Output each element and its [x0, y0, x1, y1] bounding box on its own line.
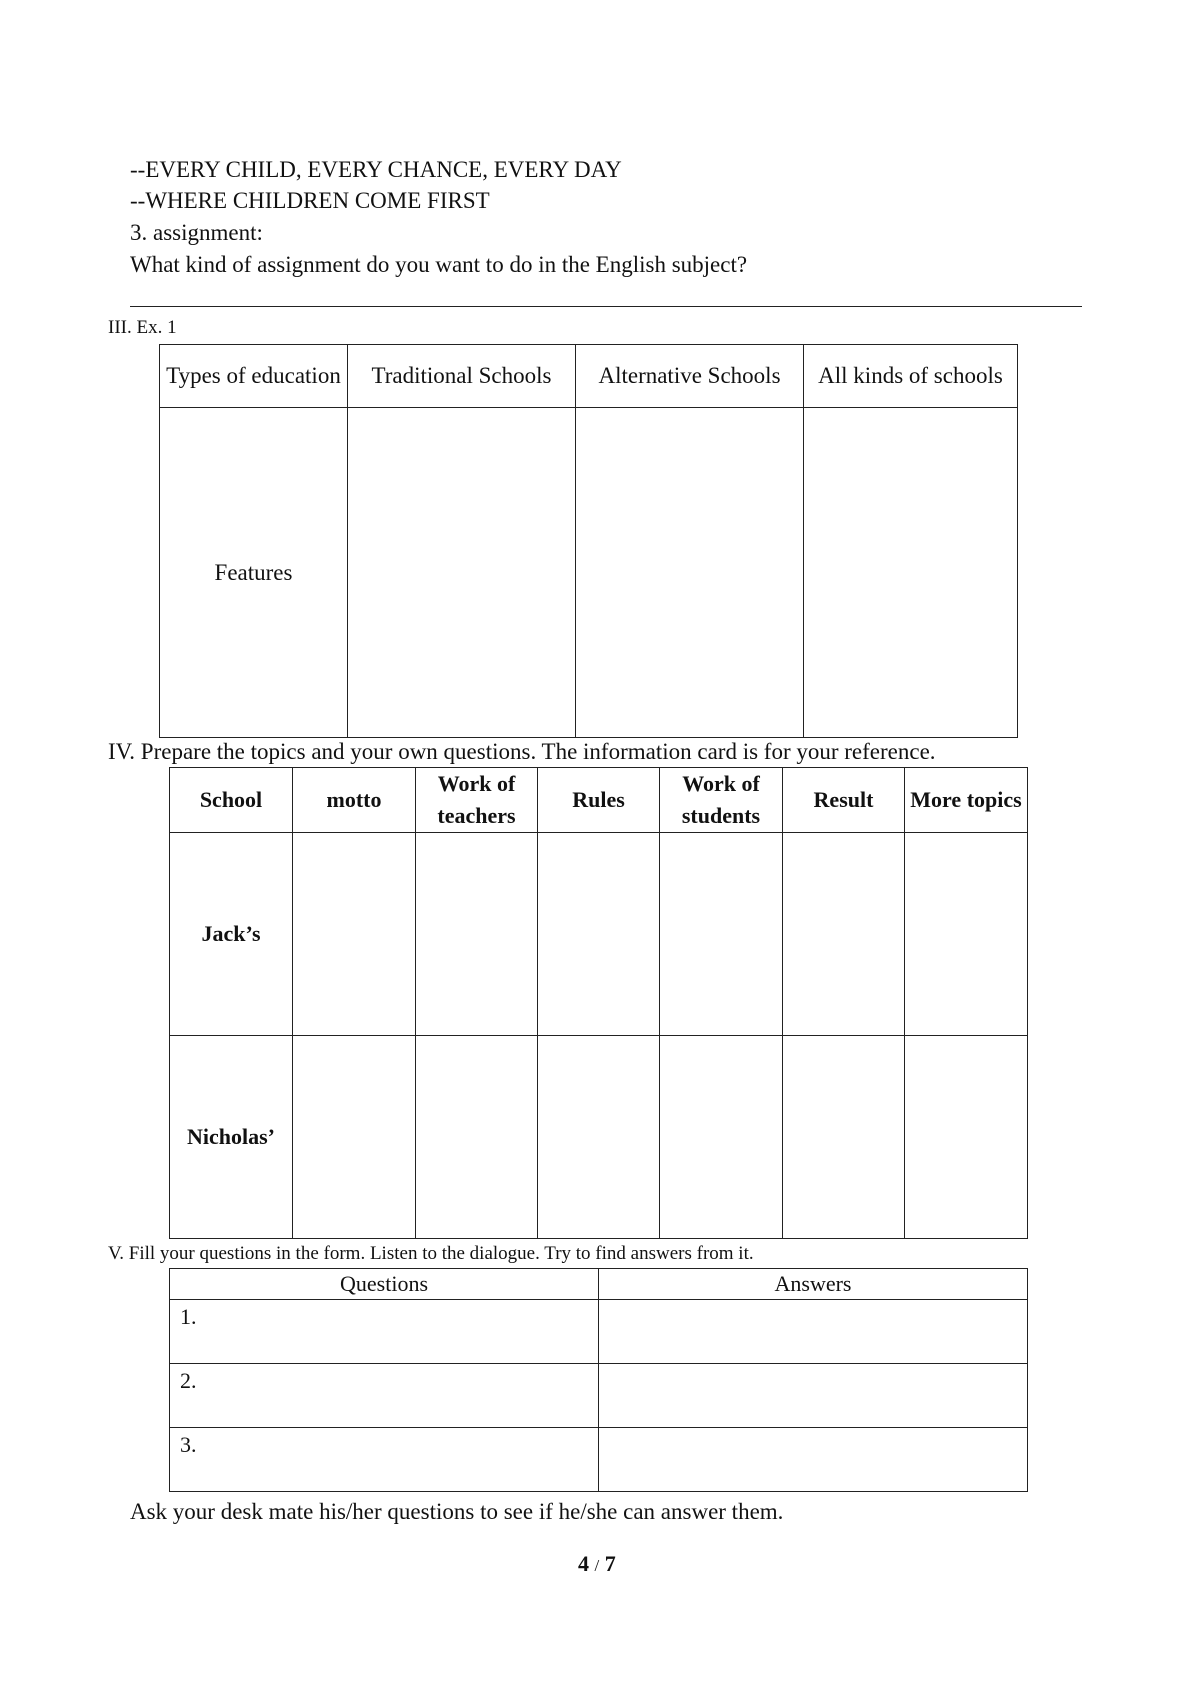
cell-jacks-rules[interactable]	[538, 833, 660, 1036]
assignment-question: What kind of assignment do you want to do in the English subject?	[130, 252, 748, 277]
section-3-heading: III. Ex. 1	[108, 317, 177, 338]
education-types-table	[159, 344, 1018, 738]
table-row	[160, 408, 1018, 738]
row-label-nicholas: Nicholas’	[170, 1036, 293, 1239]
closing-instruction: Ask your desk mate his/her questions to see if he/she can answer them.	[130, 1499, 784, 1524]
answer-cell-2[interactable]	[599, 1364, 1028, 1428]
table-header-row	[170, 768, 1028, 833]
page-current: 4	[578, 1551, 589, 1576]
page-number	[578, 1551, 616, 1577]
motto-line-2: --WHERE CHILDREN COME FIRST	[130, 188, 490, 213]
cell-nicholas-teachers[interactable]	[416, 1036, 538, 1239]
table-row	[170, 1364, 1028, 1428]
cell-nicholas-result[interactable]	[783, 1036, 905, 1239]
header-work-of-teachers: Work of teachers	[416, 768, 538, 833]
header-motto: motto	[293, 768, 416, 833]
table-header-row	[170, 1269, 1028, 1300]
question-cell-3[interactable]: 3.	[170, 1428, 599, 1492]
header-rules: Rules	[538, 768, 660, 833]
cell-nicholas-students[interactable]	[660, 1036, 783, 1239]
table-row	[170, 1428, 1028, 1492]
table-row	[170, 833, 1028, 1036]
cell-nicholas-more-topics[interactable]	[905, 1036, 1028, 1239]
assignment-heading: 3. assignment:	[130, 220, 263, 245]
table-header-row	[160, 345, 1018, 408]
section-4-heading: IV. Prepare the topics and your own questions. The information card is for your reference.	[108, 739, 936, 764]
header-school: School	[170, 768, 293, 833]
row-label-features: Features	[160, 408, 348, 738]
information-card-table	[169, 767, 1028, 1239]
table-row	[170, 1300, 1028, 1364]
motto-line-1: --EVERY CHILD, EVERY CHANCE, EVERY DAY	[130, 157, 622, 182]
answer-cell-1[interactable]	[599, 1300, 1028, 1364]
answer-cell-3[interactable]	[599, 1428, 1028, 1492]
cell-jacks-motto[interactable]	[293, 833, 416, 1036]
cell-alternative-features[interactable]	[576, 408, 804, 738]
header-work-of-students: Work of students	[660, 768, 783, 833]
answer-line[interactable]	[130, 306, 1082, 307]
header-alternative-schools: Alternative Schools	[576, 345, 804, 408]
header-all-kinds-of-schools: All kinds of schools	[804, 345, 1018, 408]
cell-traditional-features[interactable]	[348, 408, 576, 738]
header-answers: Answers	[599, 1269, 1028, 1300]
cell-all-kinds-features[interactable]	[804, 408, 1018, 738]
header-result: Result	[783, 768, 905, 833]
cell-jacks-teachers[interactable]	[416, 833, 538, 1036]
section-5-heading: V. Fill your questions in the form. Listen to the dialogue. Try to find answers from it.	[108, 1243, 754, 1264]
cell-jacks-result[interactable]	[783, 833, 905, 1036]
cell-nicholas-rules[interactable]	[538, 1036, 660, 1239]
cell-nicholas-motto[interactable]	[293, 1036, 416, 1239]
header-types-of-education: Types of education	[160, 345, 348, 408]
header-traditional-schools: Traditional Schools	[348, 345, 576, 408]
row-label-jacks: Jack’s	[170, 833, 293, 1036]
header-more-topics: More topics	[905, 768, 1028, 833]
questions-answers-table	[169, 1268, 1028, 1492]
header-questions: Questions	[170, 1269, 599, 1300]
page-total: 7	[604, 1551, 616, 1576]
question-cell-2[interactable]: 2.	[170, 1364, 599, 1428]
question-cell-1[interactable]: 1.	[170, 1300, 599, 1364]
page-separator: /	[594, 1556, 600, 1575]
cell-jacks-more-topics[interactable]	[905, 833, 1028, 1036]
cell-jacks-students[interactable]	[660, 833, 783, 1036]
table-row	[170, 1036, 1028, 1239]
